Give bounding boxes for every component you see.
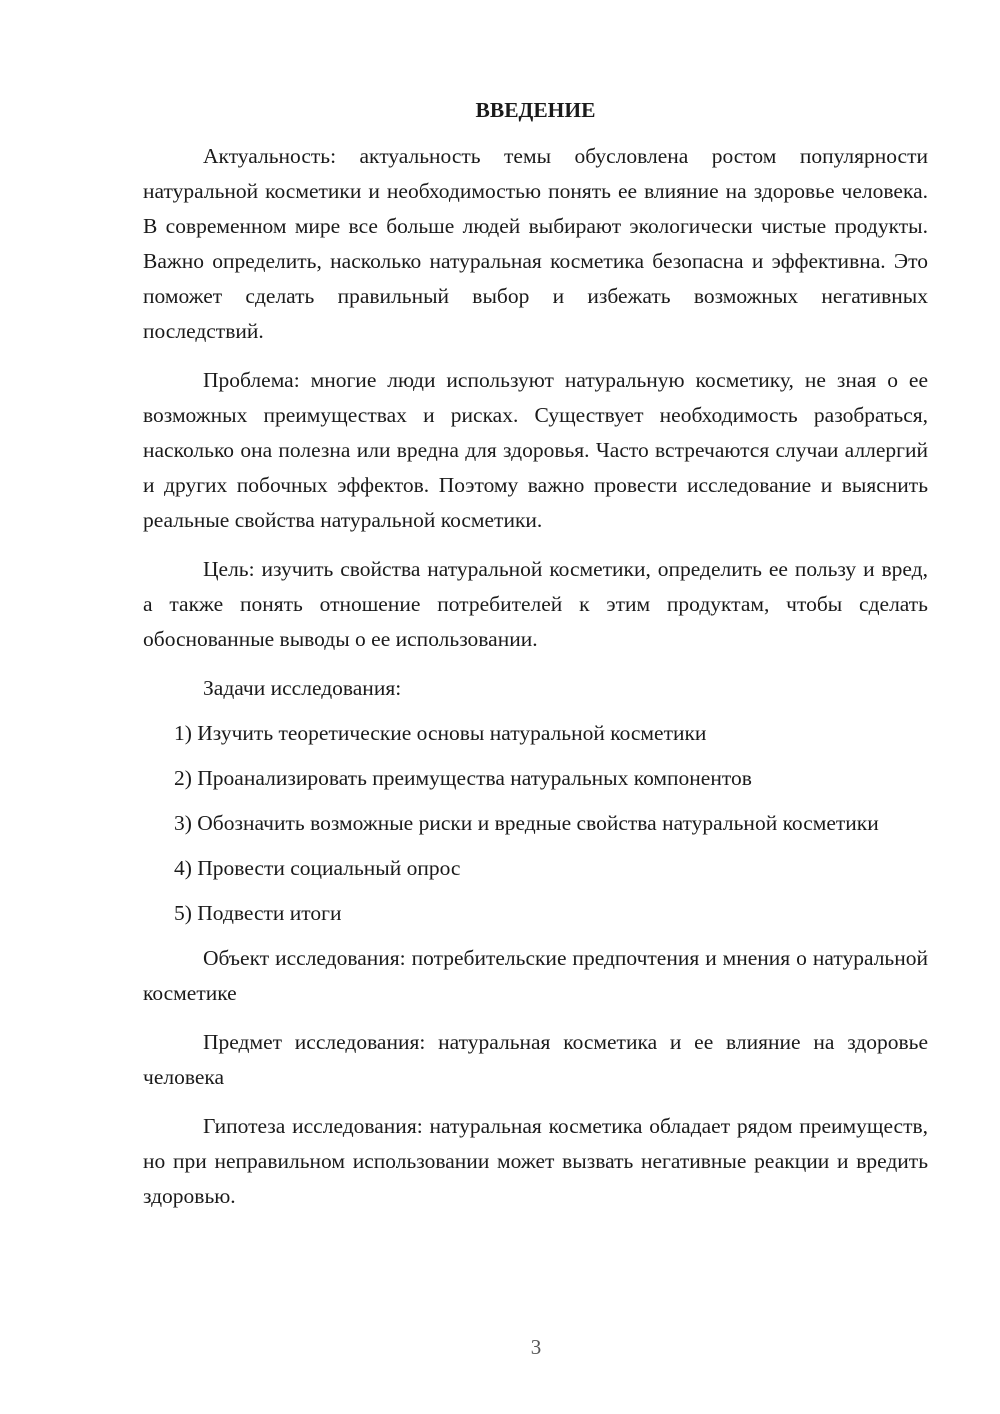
- page-number: 3: [530, 1335, 542, 1359]
- paragraph-relevance: Актуальность: актуальность темы обусловлена ростом популярности натуральной косметики и необходимостью понять ее влияние на здоровье человека. В современном мире все больше людей выбирают экологически чистые продукты. Важно определить, насколько натуральная косметика безопасна и эффективна. Это поможет сделать правильный выбор и избежать возможных негативных последствий.: [143, 144, 928, 343]
- paragraph-subject: Предмет исследования: натуральная косметика и ее влияние на здоровье человека: [143, 1030, 928, 1089]
- paragraph-object: Объект исследования: потребительские предпочтения и мнения о натуральной косметике: [143, 946, 928, 1005]
- list-item: 2) Проанализировать преимущества натуральных компонентов: [174, 766, 752, 790]
- list-item: 3) Обозначить возможные риски и вредные свойства натуральной косметики: [174, 811, 879, 835]
- paragraph-goal: Цель: изучить свойства натуральной косметики, определить ее пользу и вред, а также понять отношение потребителей к этим продуктам, чтобы сделать обоснованные выводы о ее использовании.: [143, 557, 928, 651]
- list-item: 1) Изучить теоретические основы натуральной косметики: [174, 721, 707, 745]
- paragraph-problem: Проблема: многие люди используют натуральную косметику, не зная о ее возможных преимуществах и рисках. Существует необходимость разобраться, насколько она полезна или вредна для здоровья. Часто встречаются случаи аллергий и других побочных эффектов. Поэтому важно провести исследование и выяснить реальные свойства натуральной косметики.: [143, 368, 928, 532]
- tasks-list: [143, 716, 928, 931]
- paragraph-hypothesis: Гипотеза исследования: натуральная косметика обладает рядом преимуществ, но при неправильном использовании может вызвать негативные реакции и вредить здоровью.: [143, 1114, 928, 1208]
- list-item: 4) Провести социальный опрос: [174, 856, 461, 880]
- list-item: 5) Подвести итоги: [174, 901, 342, 925]
- document-body: [143, 95, 928, 1228]
- tasks-heading: Задачи исследования:: [203, 676, 402, 700]
- section-title: ВВЕДЕНИЕ: [475, 98, 596, 122]
